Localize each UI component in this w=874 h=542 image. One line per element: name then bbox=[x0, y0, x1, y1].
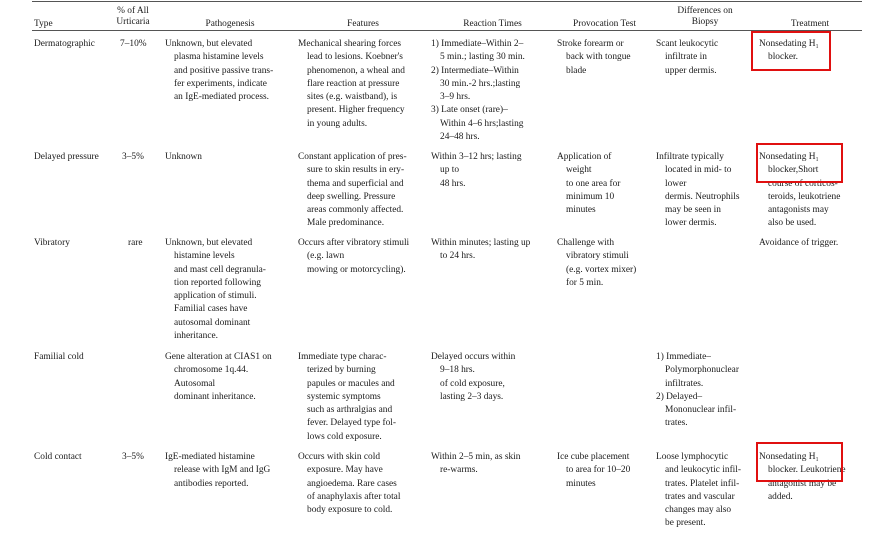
row-delayed-pressure-pathogenesis: Unknown bbox=[165, 152, 202, 162]
row-cold-contact-treatment: Nonsedating H₁ blocker. Leukotriene antagonist may be added. bbox=[759, 452, 846, 502]
row-cold-contact-reaction-times: Within 2–5 min, as skin re-warms. bbox=[431, 452, 521, 476]
header-provocation-test: Provocation Test bbox=[573, 19, 636, 29]
highlight-box-cold-contact-treatment bbox=[756, 442, 843, 482]
row-familial-cold-pathogenesis: Gene alteration at CIAS1 on chromosome 1q.44. Autosomal dominant inheritance. bbox=[165, 352, 272, 402]
header-treatment: Treatment bbox=[790, 19, 830, 29]
row-vibratory-percent: rare bbox=[128, 238, 143, 248]
header-biopsy: Differences on Biopsy bbox=[677, 6, 733, 27]
row-dermatographic-treatment: Nonsedating H₁ blocker. bbox=[759, 39, 819, 63]
row-vibratory-features: Occurs after vibratory stimuli (e.g. lawn mowing or motorcycling). bbox=[298, 238, 410, 275]
row-cold-contact-percent: 3–5% bbox=[122, 452, 144, 462]
row-cold-contact-type: Cold contact bbox=[34, 452, 82, 462]
row-cold-contact-pathogenesis: IgE-mediated histamine release with IgM and IgG antibodies reported. bbox=[165, 452, 271, 489]
header-type: Type bbox=[34, 19, 53, 29]
row-cold-contact-biopsy: Loose lymphocytic and leukocytic infil- trates. Platelet infil- trates and vascular changes may also be present. bbox=[656, 452, 742, 529]
row-vibratory-type: Vibratory bbox=[34, 238, 70, 248]
row-cold-contact-features: Occurs with skin cold exposure. May have angioedema. Rare cases of anaphylaxis after total body exposure to cold. bbox=[298, 452, 401, 516]
highlight-box-dermatographic-treatment bbox=[751, 31, 831, 71]
row-vibratory-treatment: Avoidance of trigger. bbox=[759, 238, 839, 248]
row-dermatographic-provocation: Stroke forearm or back with tongue blade bbox=[557, 39, 631, 76]
row-dermatographic-percent: 7–10% bbox=[120, 39, 147, 49]
header-pathogenesis: Pathogenesis bbox=[205, 19, 255, 29]
row-dermatographic-type: Dermatographic bbox=[34, 39, 95, 49]
row-familial-cold-type: Familial cold bbox=[34, 352, 84, 362]
header-reaction-times: Reaction Times bbox=[463, 19, 522, 29]
row-vibratory-provocation: Challenge with vibratory stimuli (e.g. vortex mixer) for 5 min. bbox=[557, 238, 637, 288]
row-dermatographic-reaction-times: 1) Immediate–Within 2– 5 min.; lasting 30 min. 2) Intermediate–Within 30 min.-2 hrs.;lasting 3–9 hrs. 3) Late onset (rare)– Within 4–6 hrs;lasting 24–48 hrs. bbox=[431, 39, 525, 143]
row-familial-cold-reaction-times: Delayed occurs within 9–18 hrs. of cold exposure, lasting 2–3 days. bbox=[431, 352, 516, 402]
row-delayed-pressure-reaction-times: Within 3–12 hrs; lasting up to 48 hrs. bbox=[431, 152, 522, 189]
row-dermatographic-features: Mechanical shearing forces lead to lesions. Koebner's phenomenon, a wheal and flare reaction at pressure sites (e.g. waistband), is present. Higher frequency in young adults. bbox=[298, 39, 405, 129]
row-delayed-pressure-treatment: Nonsedating H₁ blocker,Short course of corticos- teroids, leukotriene antagonists may also be used. bbox=[759, 152, 841, 229]
header-percent: % of All Urticaria bbox=[116, 6, 150, 27]
row-delayed-pressure-biopsy: Infiltrate typically located in mid- to lower dermis. Neutrophils may be seen in lower dermis. bbox=[656, 152, 740, 229]
row-vibratory-pathogenesis: Unknown, but elevated histamine levels and mast cell degranula- tion reported following application of stimuli. Familial cases have autosomal dominant inheritance. bbox=[165, 238, 266, 342]
row-vibratory-reaction-times: Within minutes; lasting up to 24 hrs. bbox=[431, 238, 531, 262]
row-delayed-pressure-percent: 3–5% bbox=[122, 152, 144, 162]
header-rule bbox=[32, 30, 862, 31]
row-delayed-pressure-provocation: Application of weight to one area for minimum 10 minutes bbox=[557, 152, 621, 216]
row-cold-contact-provocation: Ice cube placement to area for 10–20 minutes bbox=[557, 452, 631, 489]
row-dermatographic-pathogenesis: Unknown, but elevated plasma histamine levels and positive passive trans- fer experiments, indicate an IgE-mediated process. bbox=[165, 39, 274, 103]
top-rule bbox=[32, 1, 862, 2]
highlight-box-delayed-pressure-treatment bbox=[756, 143, 843, 183]
row-delayed-pressure-type: Delayed pressure bbox=[34, 152, 99, 162]
row-familial-cold-biopsy: 1) Immediate– Polymorphonuclear infiltrates. 2) Delayed– Mononuclear infil- trates. bbox=[656, 352, 739, 429]
header-features: Features bbox=[347, 19, 379, 29]
row-delayed-pressure-features: Constant application of pres- sure to skin results in ery- thema and superficial and deep swelling. Pressure areas commonly affected. Male predominance. bbox=[298, 152, 407, 229]
row-dermatographic-biopsy: Scant leukocytic infiltrate in upper dermis. bbox=[656, 39, 719, 76]
row-familial-cold-features: Immediate type charac- terized by burning papules or macules and systemic symptoms such as arthralgias and fever. Delayed type fol- lows cold exposure. bbox=[298, 352, 397, 442]
